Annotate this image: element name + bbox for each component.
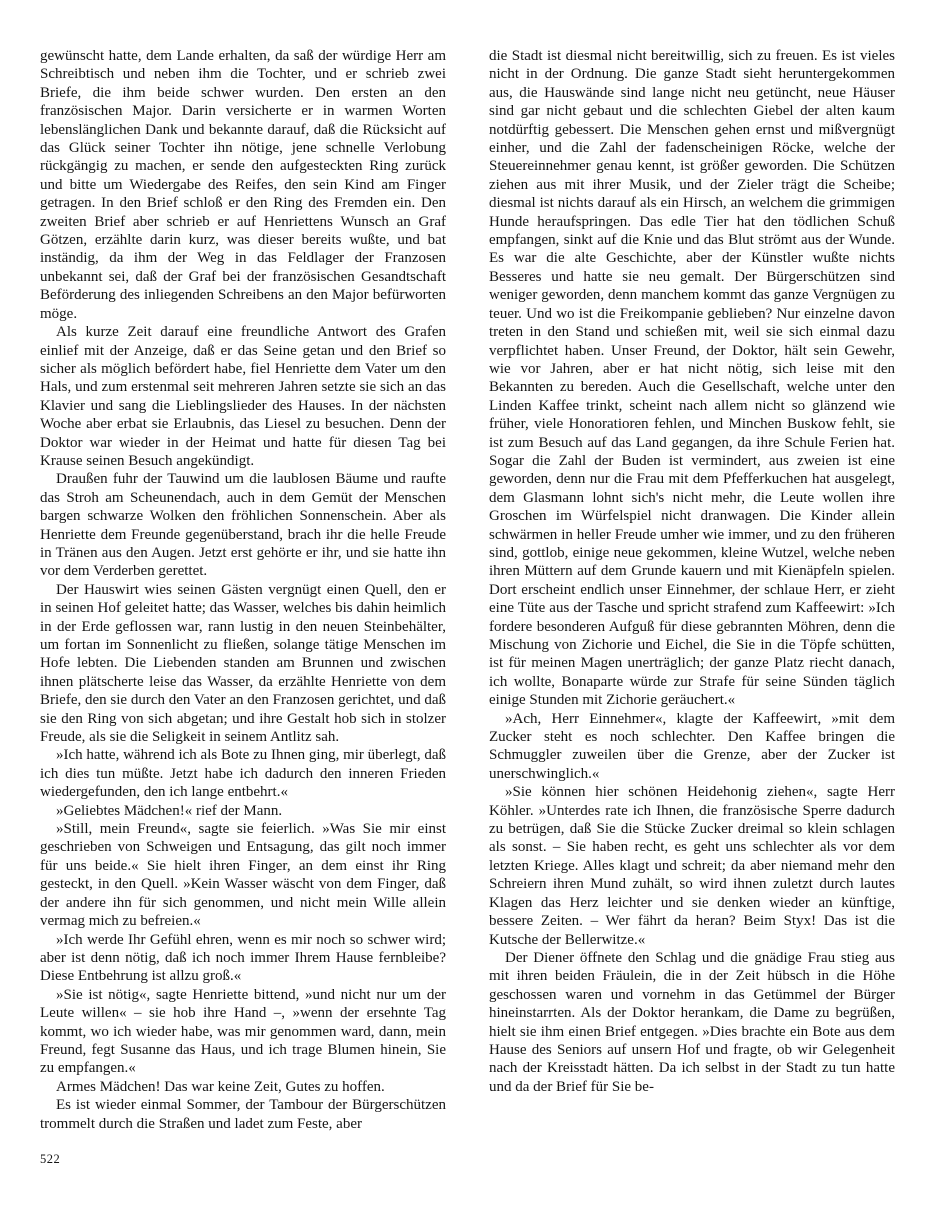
paragraph: Armes Mädchen! Das war keine Zeit, Gutes zu hoffen. (56, 1078, 385, 1095)
text-column-right (489, 47, 895, 1133)
paragraph: Als kurze Zeit darauf eine freundliche Antwort des Grafen einlief mit der Anzeige, daß er das Seine getan und den Brief so sicher als möglich befördert habe, fiel Henriette dem Vater um den Hals, und zum erstenmal seit mehreren Jahren setzte sie sich an das Klavier und sang die Lieblingslieder des Hauses. In der nächsten Woche aber erbat sie Erlaubnis, das Liesel zu besuchen. Denn der Doktor war wieder in der Heimat und hatte für diesen Tag bei Krause seinen Besuch angekündigt. (40, 324, 446, 469)
paragraph: Draußen fuhr der Tauwind um die laublosen Bäume und raufte das Stroh am Scheunendach, auch in dem Gemüt der Menschen bargen schwarze Wolken den fröhlichen Sonnenschein. Aber als Henriette dem Freunde gegenüberstand, brach ihr die helle Freude in Tränen aus den Augen. Jetzt erst gehörte er ihr, und sie hatte ihn vor dem Verderben gerettet. (40, 471, 446, 580)
page-number: 522 (40, 1152, 61, 1166)
paragraph: »Ich werde Ihr Gefühl ehren, wenn es mir noch so schwer wird; aber ist denn nötig, daß ich noch immer Ihrem Hause fernbleibe? Diese Entbehrung ist allzu groß.« (40, 931, 446, 985)
paragraph: gewünscht hatte, dem Lande erhalten, da saß der würdige Herr am Schreibtisch und neben ihm die Tochter, und er schrieb zwei Briefe, die ihm beide schwer wurden. Den ersten an den französischen Major. Darin versicherte er in warmen Worten lebenslänglichen Dank und bekannte darauf, daß die Rücksicht auf das Glück seiner Tochter ihn nötige, jene schnelle Verlobung rückgängig zu machen, er sende den aufgesteckten Ring zurück und bitte um Wiedergabe des Reifes, den sein Kind am Finger getragen. In den Brief schloß er den Ring des Fremden ein. Den zweiten Brief aber schrieb er auf Henriettens Wunsch an Graf Götzen, erzählte darin kurz, was dieser bereits wußte, und bat inständig, da ihm der Weg in das Feldlager der Franzosen unbekannt sei, daß der Graf bei der französischen Gesandtschaft Beförderung des inliegenden Schreibens an den Major befürworten möge. (40, 48, 446, 322)
paragraph: die Stadt ist diesmal nicht bereitwillig, sich zu freuen. Es ist vieles nicht in der Ordnung. Die ganze Stadt sieht heruntergekommen aus, die Hauswände sind lange nicht neu getüncht, neue Häuser sind gar nicht gebaut und die schlechten Giebel der alten kaum notdürftig gebessert. Die Menschen gehen ernst und mißvergnügt einher, und die Zahl der fadenscheinigen Röcke, welche der Steuereinnehmer genau kennt, ist größer geworden. Die Schützen ziehen aus mit ihrer Musik, und der Zieler trägt die Scheibe; diesmal ist nichts darauf als ein Hirsch, an welchem die grimmigen Hunde heraufspringen. Das edle Tier hat den tödlichen Schuß empfangen, sinkt auf die Knie und das Blut strömt aus der Wunde. Es war die alte Geschichte, aber der Künstler wußte nichts Besseres und hatte sie neu gemalt. Der Bürgerschützen sind weniger geworden, denn manchem kommt das ganze Vergnügen zu teuer. Und wo ist die Freikompanie geblieben? Nur einzelne davon treten in den Stand und schießen mit, weil sie sich einmal dazu verpflichtet haben. Unser Freund, der Doktor, hält sein Gewehr, wie vor Jahren, aber er hat nicht nötig, sich leise mit den Bekannten zu bereden. Auch die Gesellschaft, welche unter den Linden Kaffee trinkt, scheint nach allem nicht so glänzend wie früher, viele Honoratioren fehlen, und Minchen Buskow fehlt, sie ist zum Besuch auf das Land gegangen, da ihre Schule Ferien hat. Sogar die Zahl der Buden ist vermindert, aus zweien ist eine geworden, denn nur die Frau mit dem Pfefferkuchen hat ausgelegt, dem Glasmann lohnt sich's nicht mehr, die Leute wollen ihre Groschen im Würfelspiel nicht dranwagen. Die Kinder allein schwärmen in heller Freude umher wie immer, und zu den früheren sind, gottlob, einige neue gekommen, kleine Wutzel, welche neben ihren Müttern auf dem Grunde kauern und mit Kienäpfeln spielen. Dort erscheint endlich unser Einnehmer, der schlaue Herr, er zieht eine Tüte aus der Tasche und spricht strafend zum Kaffeewirt: »Ich fordere besonderen Aufguß für diese gebrannten Möhren, denn die Mischung von Zichorie und Eichel, die Sie in die Töpfe schütten, ist für meinen Magen unerträglich; der ganze Platz riecht danach, ich wollte, Bonaparte würde zur Strafe für seine Sünden täglich einige Stunden mit Zichorie geräuchert.« (489, 48, 895, 709)
paragraph: Der Diener öffnete den Schlag und die gnädige Frau stieg aus mit ihren beiden Fräulein, die in der Zeit hübsch in die Höhe geschossen waren und vornehm in das Getümmel der Bürger hineinstarrten. Als der Doktor herankam, die Dame zu begrüßen, hielt sie ihm einen Brief entgegen. »Dies brachte ein Bote aus dem Hause des Seniors auf unsern Hof und fragte, ob wir Gelegenheit nach der Kreisstadt hätten. Da ich selbst in der Stadt zu tun hatte und da der Brief für Sie be- (489, 949, 895, 1095)
paragraph: »Geliebtes Mädchen!« rief der Mann. (56, 802, 283, 819)
two-column-text-block (40, 47, 896, 1133)
paragraph: Der Hauswirt wies seinen Gästen vergnügt einen Quell, den er in seinen Hof geleitet hatte; das Wasser, welches bis dahin heimlich in der Erde geflossen war, rann lustig in den neuen Steinbehälter, um fortan im Sonnenlicht zu fließen, solange tätige Menschen im Hofe lebten. Die Liebenden standen am Brunnen und zwischen ihnen plätscherte leise das Wasser, da erzählte Henriette von dem Briefe, den sie durch den Vater an den Franzosen gerichtet, und daß sie den Ring von sich abgetan; und ihre Gestalt hob sich in stolzer Freude, als sie die Seligkeit in seinem Antlitz sah. (40, 581, 446, 746)
paragraph: Es ist wieder einmal Sommer, der Tambour der Bürgerschützen trommelt durch die Straßen und ladet zum Feste, aber (40, 1097, 446, 1132)
text-column-left (40, 47, 446, 1133)
book-page (40, 47, 896, 1133)
paragraph: »Ich hatte, während ich als Bote zu Ihnen ging, mir überlegt, daß ich dies tun müßte. Jetzt habe ich dadurch den inneren Frieden wiedergefunden, den ich lange entbehrt.« (40, 747, 446, 801)
paragraph: »Sie können hier schönen Heidehonig ziehen«, sagte Herr Köhler. »Unterdes rate ich Ihnen, die französische Sperre dadurch zu betrügen, daß Sie die Stücke Zucker dreimal so klein schlagen als sonst. – Sie haben recht, es geht uns schlechter als vor dem letzten Kriege. Alles klagt und schreit; da aber niemand mehr den Schreiern ihren Mund zuhält, so wird ihnen zuletzt durch lautes Klagen das Herz leichter und sie denken wieder an künftige, bessere Zeiten. – Wer fährt da heran? Beim Styx! Das ist die Kutsche der Bellerwitze.« (489, 784, 895, 948)
paragraph: »Sie ist nötig«, sagte Henriette bittend, »und nicht nur um der Leute willen« – sie hob ihre Hand –, »wenn der ersehnte Tag kommt, wo ich wieder habe, was mir genommen ward, dann, mein Freund, fegt Susanne das Haus, und ich trage Blumen hinein, Sie zu empfangen.« (40, 986, 446, 1077)
paragraph: »Still, mein Freund«, sagte sie feierlich. »Was Sie mir einst geschrieben von Schweigen und Entsagung, das gilt noch immer für uns beide.« Sie hielt ihren Finger, an dem einst ihr Ring gesteckt, in den Quell. »Kein Wasser wäscht von dem Finger, daß der andere ihn für sich genommen, und nicht mein Wille allein vermag mich zu befreien.« (40, 821, 446, 930)
paragraph: »Ach, Herr Einnehmer«, klagte der Kaffeewirt, »mit dem Zucker steht es noch schlechter. Den Kaffee bringen die Schmuggler zuweilen über die Grenze, aber der Zucker ist unerschwinglich.« (489, 710, 895, 782)
